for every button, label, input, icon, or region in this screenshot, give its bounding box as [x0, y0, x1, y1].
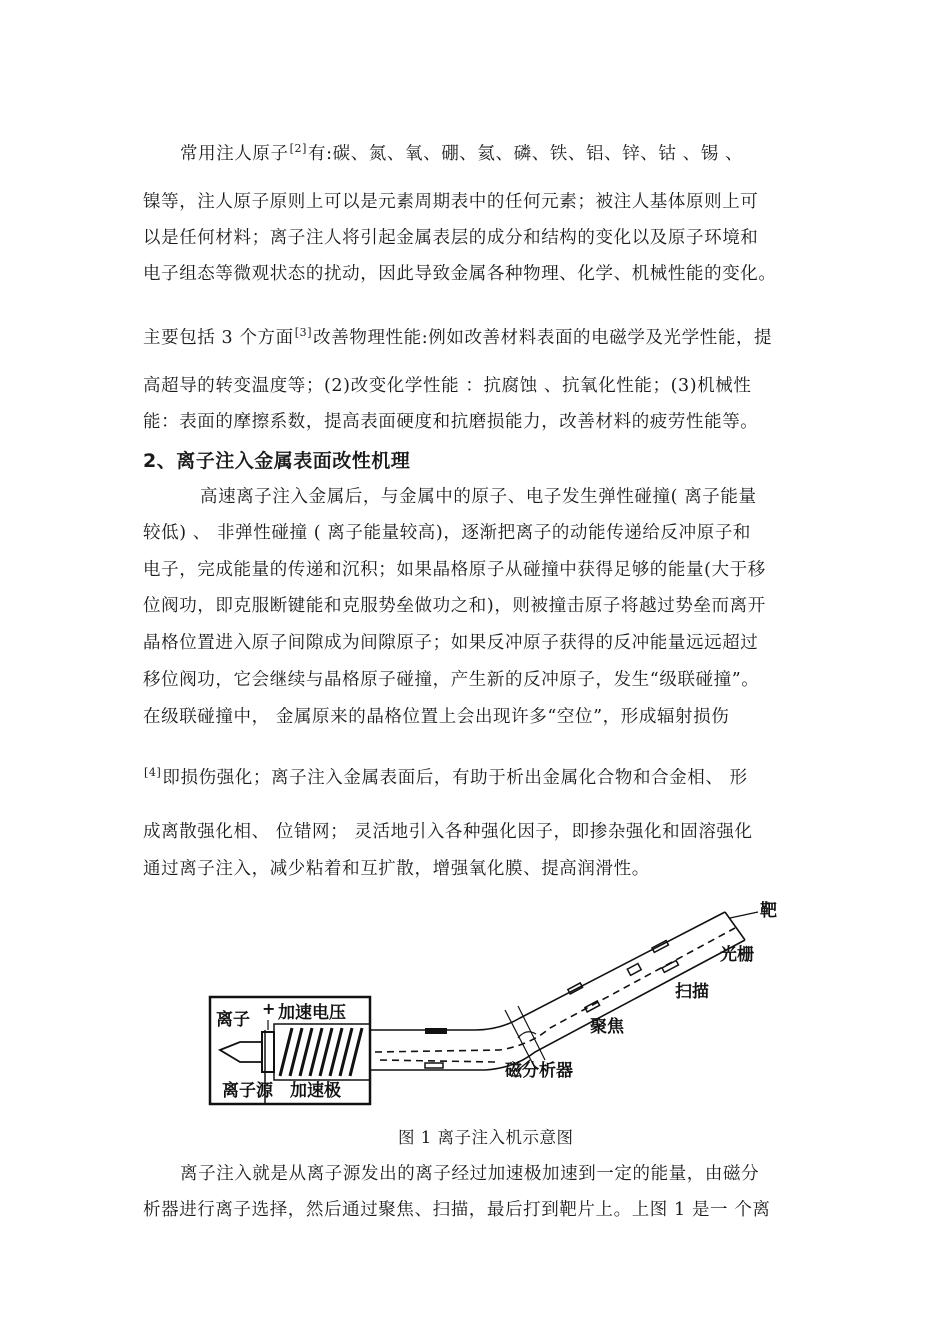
- p2-text-a: 主要包括 3 个方面: [143, 328, 294, 348]
- p2-text-b: 改善物理性能:例如改善材料表面的电磁学及光学性能，提: [313, 328, 773, 348]
- target-pointer: [730, 912, 758, 918]
- paragraph-3-line-1: 高速离子注入金属后，与金属中的原子、电子发生弹性碰撞( 离子能量: [200, 487, 757, 507]
- label-magnet: 磁分析器: [505, 1061, 573, 1081]
- figure-caption: 图 1 离子注入机示意图: [398, 1128, 574, 1147]
- paragraph-1-line-3: 以是任何材料；离子注人将引起金属表层的成分和结构的变化以及原子环境和: [143, 228, 759, 248]
- label-voltage: 加速电压: [278, 1003, 346, 1023]
- paragraph-1-line-2: 镍等，注人原子原则上可以是元素周期表中的任何元素；被注人基体原则上可: [143, 192, 759, 212]
- ion-implanter-diagram: [200, 900, 790, 1115]
- citation-4: [4]: [144, 766, 162, 779]
- label-grating: 光栅: [720, 945, 754, 965]
- paragraph-3-line-4: 位阀功，即克服断键能和克服势垒做功之和)，则被撞击原子将越过势垒而离开: [143, 596, 766, 616]
- focus-lens-lower: [585, 1001, 600, 1012]
- p1-text-a: 常用注人原子: [180, 144, 289, 164]
- ion-nozzle: [220, 1042, 262, 1062]
- lower-plate: [425, 1063, 443, 1068]
- p1-text-b: 有:碳、氮、氧、硼、氦、磷、铁、铝、锌、钴 、锡 、: [308, 144, 744, 164]
- paragraph-2-line-2: 高超导的转变温度等；(2)改变化学性能 ：抗腐蚀 、抗氧化性能；(3)机械性: [143, 376, 752, 396]
- paragraph-3-line-6: 移位阀功，它会继续与晶格原子碰撞，产生新的反冲原子，发生“级联碰撞”。: [143, 670, 760, 690]
- citation-3: [3]: [294, 326, 313, 339]
- paragraph-2-line-3: 能：表面的摩擦系数，提高表面硬度和抗磨损能力，改善材料的疲劳性能等。: [143, 412, 759, 432]
- paragraph-3-line-10: 通过离子注入，减少粘着和互扩散，增强氧化膜、提高润滑性。: [143, 859, 650, 879]
- paragraph-4-line-1: 离子注入就是从离子源发出的离子经过加速极加速到一定的能量，由磁分: [180, 1164, 760, 1184]
- label-ion: 离子: [216, 1010, 250, 1030]
- magnet-plate: [425, 1028, 447, 1034]
- paragraph-3-line-5: 晶格位置进入原子间隙成为间隙原子；如果反冲原子获得的反冲能量远远超过: [143, 633, 759, 653]
- section-heading: 2、离子注入金属表面改性机理: [143, 450, 411, 472]
- paragraph-1-line-4: 电子组态等微观状态的扰动，因此导致金属各种物理、化学、机械性能的变化。: [143, 264, 777, 284]
- paragraph-3-line-3: 电子，完成能量的传递和沉积；如果晶格原子从碰撞中获得足够的能量(大于移: [143, 560, 766, 580]
- label-target: 靶: [760, 901, 777, 921]
- p3-line8-text: 即损伤强化；离子注入金属表面后，有助于析出金属化合物和合金相、 形: [162, 768, 748, 788]
- paragraph-3-line-7: 在级联碰撞中， 金属原来的晶格位置上会出现许多“空位”，形成辐射损伤: [143, 707, 730, 727]
- label-source: 离子源: [222, 1081, 273, 1101]
- label-accel: 加速极: [290, 1081, 341, 1101]
- paragraph-4-line-2: 析器进行离子选择，然后通过聚焦、扫描，最后打到靶片上。上图 1 是一 个离: [143, 1200, 771, 1220]
- beam-element: [627, 964, 641, 976]
- paragraph-3-line-2: 较低) 、 非弹性碰撞 ( 离子能量较高)，逐渐把离子的动能传递给反冲原子和: [143, 523, 752, 543]
- citation-2: [2]: [289, 142, 307, 155]
- paragraph-1-line-1: [180, 140, 743, 165]
- label-focus: 聚焦: [590, 1017, 624, 1037]
- paragraph-2-line-1: [143, 324, 772, 349]
- focus-lens-upper: [568, 983, 583, 994]
- label-scan: 扫描: [675, 982, 709, 1002]
- paragraph-3-line-8: [143, 764, 748, 789]
- flange: [262, 1032, 274, 1072]
- paragraph-3-line-9: 成离散强化相、 位错网； 灵活地引入各种强化因子，即掺杂强化和固溶强化: [143, 822, 753, 842]
- accelerator-coils: [274, 1024, 370, 1080]
- label-plus: +: [262, 999, 276, 1018]
